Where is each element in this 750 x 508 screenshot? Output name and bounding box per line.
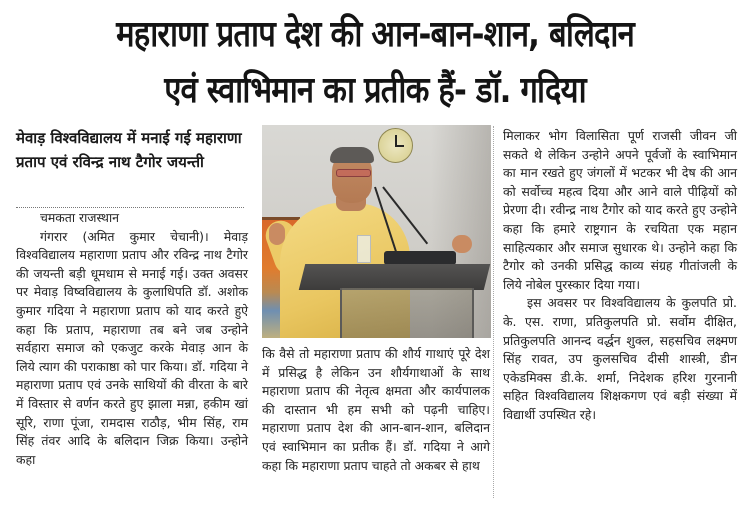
article-paragraph: कि वैसे तो महाराणा प्रताप की शौर्य गाथाएं पूरे देश में प्रसिद्ध है लेकिन उन शौर्यगाथाओं के साथ महाराणा प्रताप की नेतृत्व क्षमता और कार्यपालक की दास्तान भी हम सभी को पढ़नी चाहिए। महाराणा प्रताप देश की आन-बान-शान, बलिदान एवं स्वाभिमान का प्रतीक हैं। डॉ. गदिया ने आगे कहा कि महाराणा प्रताप चाहते तो अकबर से हाथ: [262, 346, 490, 473]
article-column-1: [16, 209, 248, 469]
headline-line-2: एवं स्वाभिमान का प्रतीक हैं- डॉ. गदिया: [164, 70, 586, 111]
wall-clock-icon: [378, 128, 413, 163]
article-column-3: [503, 127, 737, 425]
photo-speaker-hair: [330, 147, 374, 163]
article-paragraph: मिलाकर भोग विलासिता पूर्ण राजसी जीवन जी सकते थे लेकिन उन्होने अपने पूर्वजों के स्वाभिमान का मान रखते हुए जंगलों में भटकर भी देष की आन को सर्वोच्च महत्व दिया और आने वाले पीढ़ियों को प्रेरणा दी। रवीन्द्र नाथ टैगोर को याद करते हुए उन्होने कहा कि हमारे राष्ट्रगान के रचयिता एक महान साहित्यकार और समाज सुधारक थे। उन्होने कहा कि टैगोर को उनकी प्रसिद्ध काव्य संग्रह गीतांजली के लिये नोबेल पुरस्कार दिया गया।: [503, 128, 737, 292]
article-paragraph: गंगरार (अमित कुमार चेचानी)। मेवाड़ विश्वविद्यालय महाराणा प्रताप और रविन्द्र नाथ टैगोर की जयन्ती बड़ी धूमधाम से मनाई गई। उक्त अवसर पर मेवाड़ विष्वविद्यालय के कुलाधिपति डॉ. अशोक कुमार गदिया ने महाराणा प्रताप को याद करते हुऐ कहा कि प्रताप, महाराणा तब बने जब उन्होने सर्वहारा समाज को एकजुट करके मेवाड़ आन के लिये त्याग की पराकाष्ठा को पार किया। डॉ. गदिया ने महाराणा प्रताप एवं उनके साथियों की वीरता के बारे में विस्तार से वर्णन करते हुए झाला मन्ना, हकीम खां सूरि, राणा पूंजा, रामदास राठौड़, भीम सिंह, राम सिंह तंवर आदि के बलिदान जिक्र किया। उन्होने कहा: [16, 228, 248, 467]
subheadline-divider: [16, 207, 244, 208]
photo-podium-body: [340, 288, 474, 338]
headline: [0, 6, 750, 118]
article-column-2: [262, 345, 490, 475]
headline-line-1: महाराणा प्रताप देश की आन-बान-शान, बलिदान: [116, 14, 634, 55]
article-paragraph: इस अवसर पर विश्वविद्यालय के कुलपति प्रो. के. एस. राणा, प्रतिकुलपति प्रो. सर्वोम दीक्षित, प्रतिकुलपति आनन्द वर्द्धन शुक्ल, सहसचिव लक्ष्मण सिंह रावत, उप कुलसचिव दीसी शास्त्री, डीन एकेडमिक्स डी.के. शर्मा, निदेशक हरिश गुरनानी सहित विश्वविद्यालय शिक्षकगण एवं बड़ी संख्या में विद्यार्थी उपस्थित रहे।: [503, 295, 737, 422]
photo-podium-top: [299, 264, 490, 290]
photo-speaker-hand-right: [452, 235, 472, 253]
column-divider: [493, 126, 494, 498]
byline: चमकता राजस्थान: [40, 210, 120, 225]
speaker-photo: [262, 125, 491, 338]
photo-speaker-hand-left: [269, 223, 285, 245]
photo-speaker-glasses: [336, 169, 371, 177]
photo-mic-base: [384, 251, 456, 265]
photo-water-glass: [357, 235, 371, 263]
subheadline: मेवाड़ विश्वविद्यालय में मनाई गई महाराणा प्रताप एवं रविन्द्र नाथ टैगोर जयन्ती: [16, 129, 242, 171]
